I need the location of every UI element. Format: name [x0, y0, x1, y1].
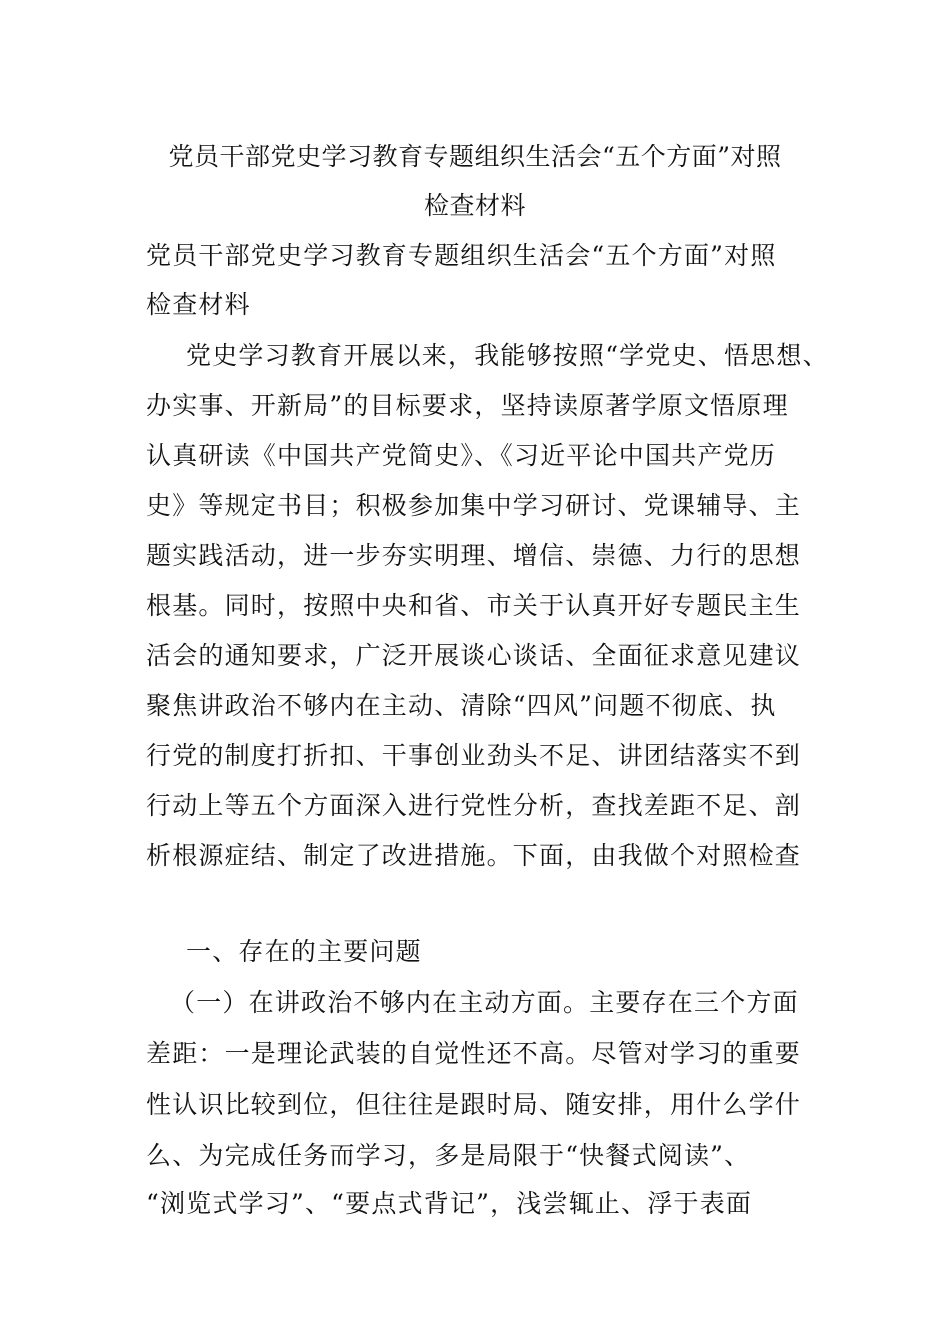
intro-line: 析根源症结、制定了改进措施。下面，由我做个对照检查	[146, 841, 802, 870]
intro-line: 认真研读《中国共产党简史》、《习近平论中国共产党历	[146, 441, 777, 470]
section-line: 性认识比较到位，但往往是跟时局、随安排，用什么学什	[146, 1090, 802, 1119]
document-title-line-2: 检查材料	[423, 191, 526, 220]
intro-line: 聚焦讲政治不够内在主动、清除“四风”问题不彻底、执	[146, 691, 777, 720]
subtitle-line-1: 党员干部党史学习教育专题组织生活会“五个方面”对照	[146, 241, 777, 270]
intro-line: 题实践活动，进一步夯实明理、增信、崇德、力行的思想	[146, 541, 802, 570]
intro-line: 党史学习教育开展以来，我能够按照“学党史、悟思想、	[186, 341, 829, 370]
intro-line: 根基。同时，按照中央和省、市关于认真开好专题民主生	[146, 591, 802, 620]
section-heading: 一、存在的主要问题	[186, 937, 422, 966]
intro-line: 行党的制度打折扣、干事创业劲头不足、讲团结落实不到	[146, 741, 802, 770]
intro-line: 办实事、开新局”的目标要求，坚持读原著学原文悟原理	[146, 391, 789, 420]
intro-line: 活会的通知要求，广泛开展谈心谈话、全面征求意见建议	[146, 641, 802, 670]
section-line: “浏览式学习”、“要点式背记”，浅尝辄止、浮于表面	[146, 1189, 753, 1218]
section-line: 么、为完成任务而学习，多是局限于“快餐式阅读”、	[146, 1141, 751, 1170]
section-line: 差距：一是理论武装的自觉性还不高。尽管对学习的重要	[146, 1039, 802, 1068]
section-line: （一）在讲政治不够内在主动方面。主要存在三个方面	[170, 988, 799, 1017]
document-title-line-1: 党员干部党史学习教育专题组织生活会“五个方面”对照	[168, 142, 782, 171]
intro-line: 行动上等五个方面深入进行党性分析，查找差距不足、剖	[146, 791, 802, 820]
subtitle-line-2: 检查材料	[146, 290, 251, 319]
intro-line: 史》等规定书目；积极参加集中学习研讨、党课辅导、主	[146, 491, 802, 520]
